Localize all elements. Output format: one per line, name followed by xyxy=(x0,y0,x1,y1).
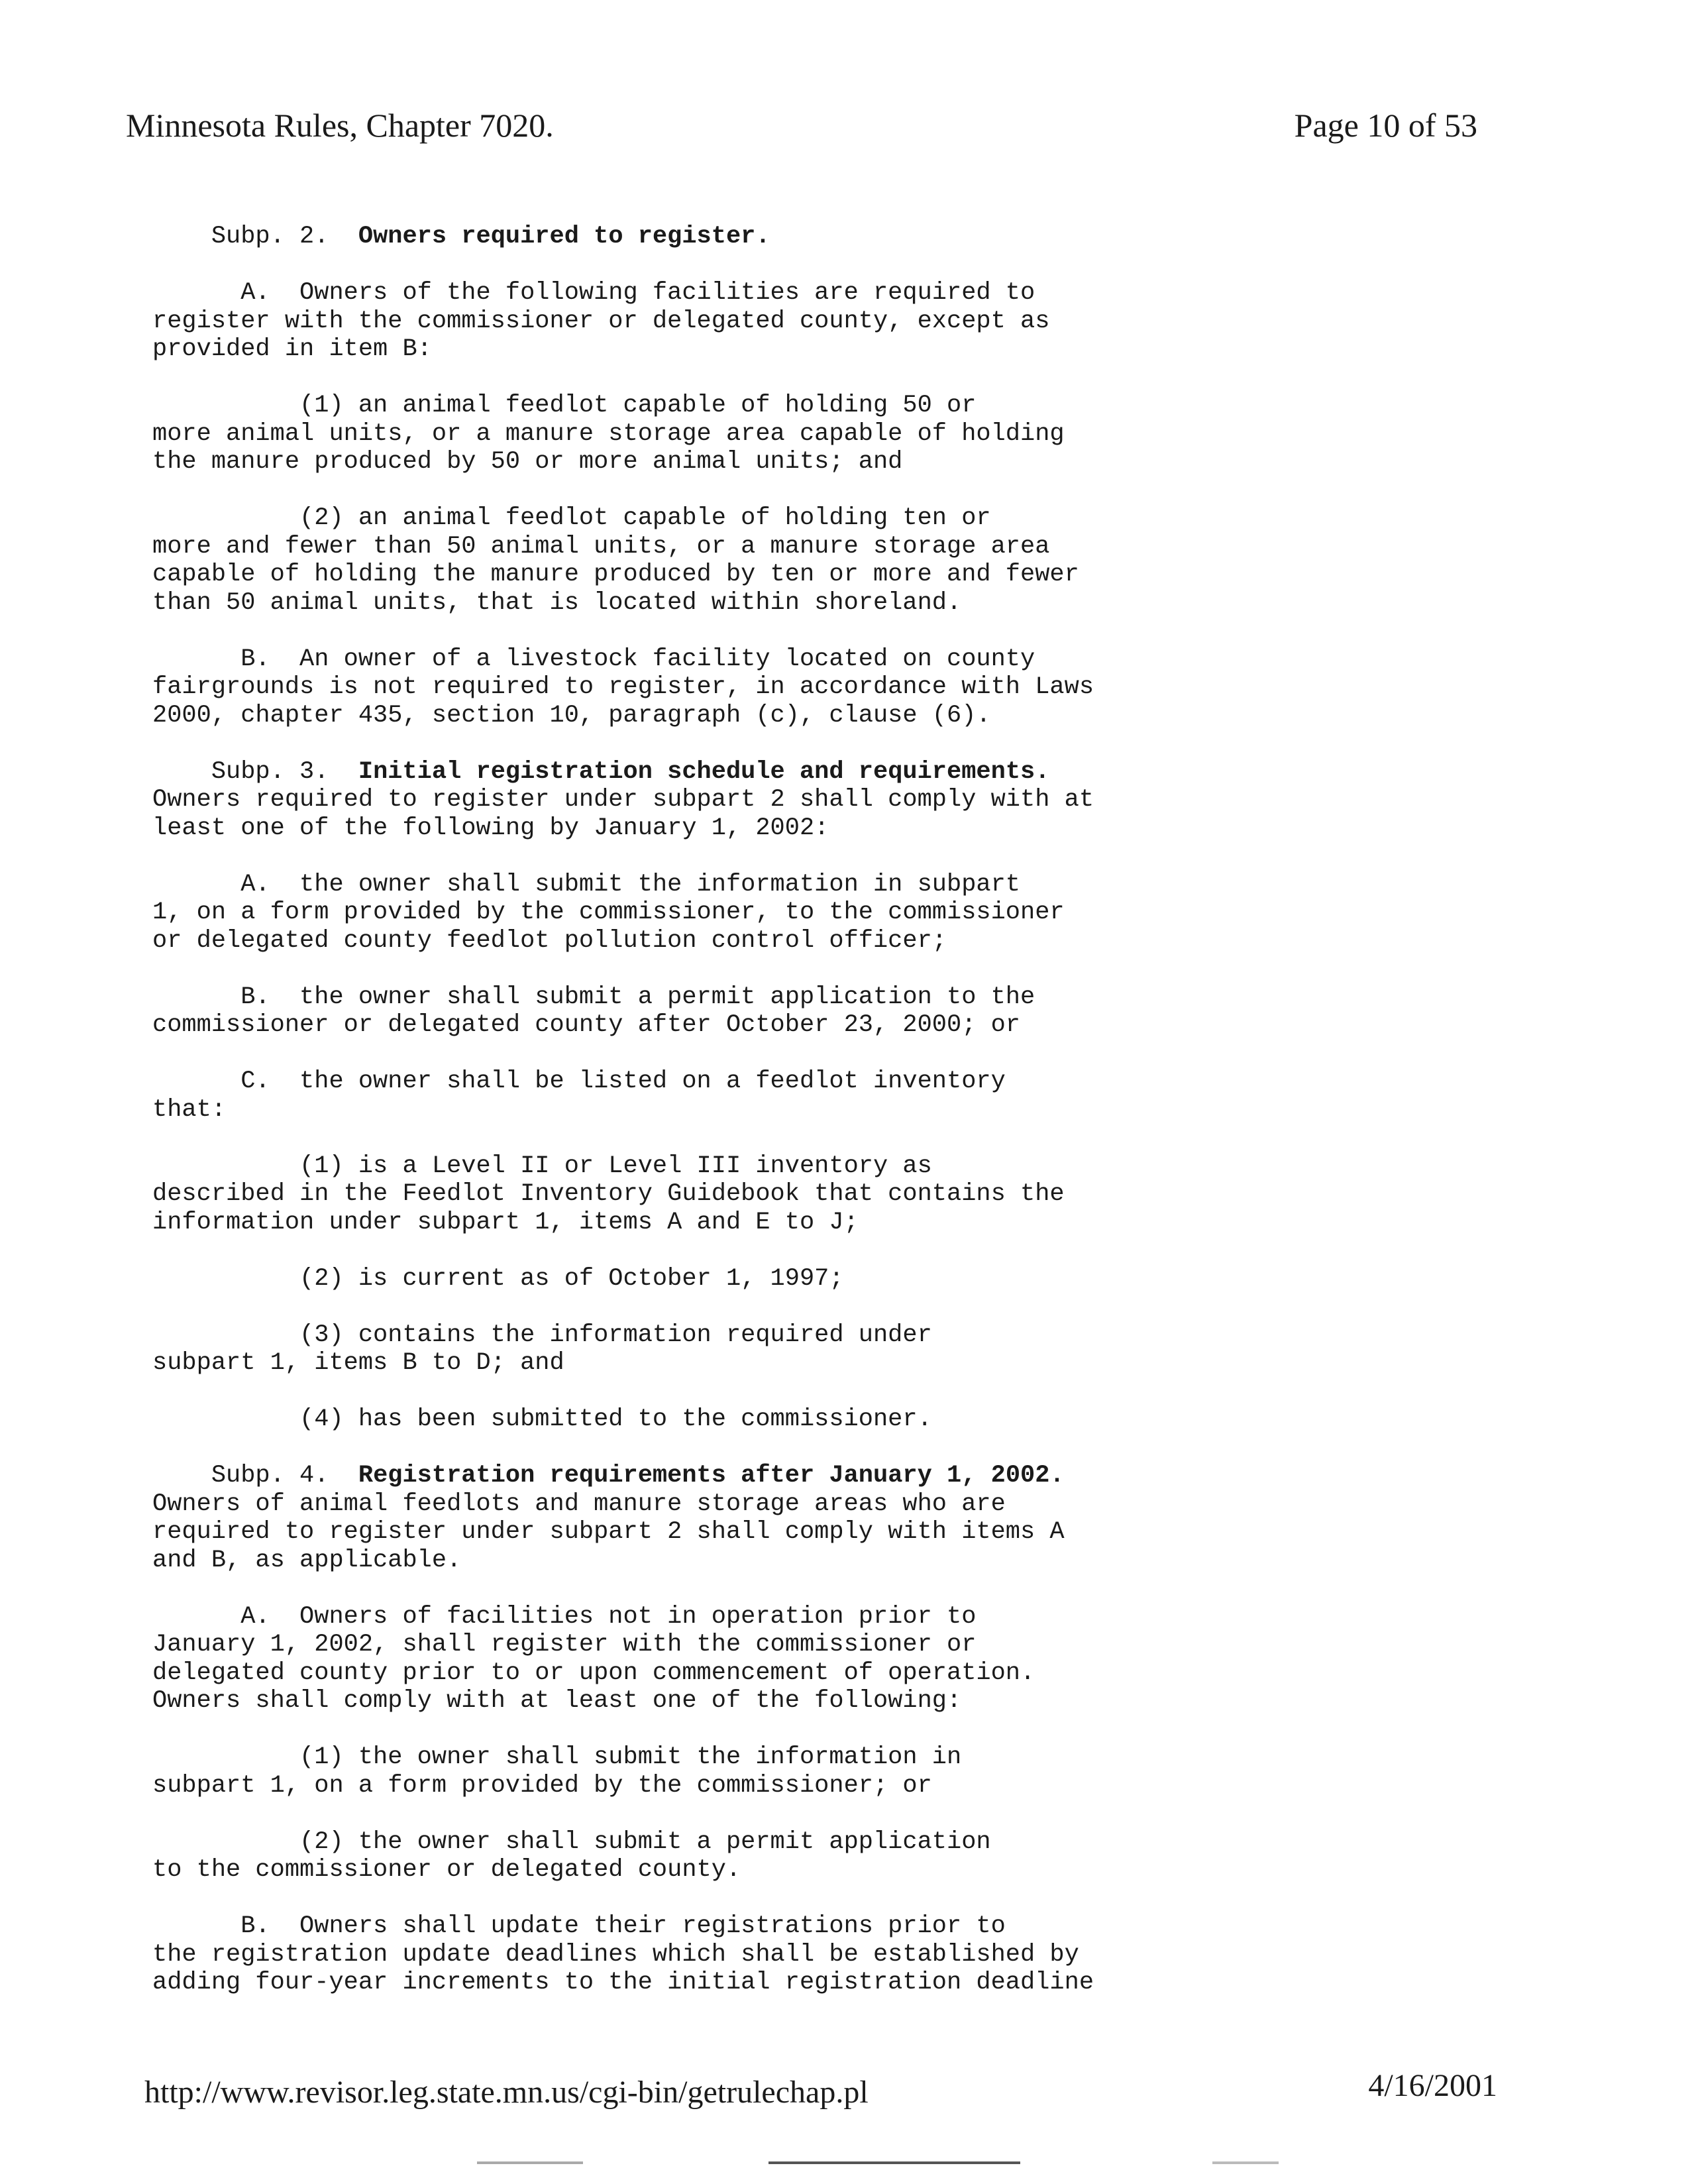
text-line: 1, on a form provided by the commissioner, to the commissioner xyxy=(152,899,1065,926)
text-line: capable of holding the manure produced by ten or more and fewer xyxy=(152,561,1079,588)
text-line: (1) is a Level II or Level III inventory as xyxy=(152,1152,932,1180)
page-number: Page 10 of 53 xyxy=(1294,107,1477,144)
paragraph xyxy=(152,504,1610,617)
subpart-number: Subp. 3. xyxy=(152,757,358,786)
text-line: described in the Feedlot Inventory Guidebook that contains the xyxy=(152,1180,1065,1208)
text-line: (1) an animal feedlot capable of holding 50 or xyxy=(152,392,977,419)
text-line: register with the commissioner or delegated county, except as xyxy=(152,307,1050,335)
text-line: (2) is current as of October 1, 1997; xyxy=(152,1264,844,1293)
text-line: to the commissioner or delegated county. xyxy=(152,1856,741,1884)
text-line: and B, as applicable. xyxy=(152,1546,462,1574)
text-line: B. An owner of a livestock facility located on county xyxy=(152,645,1035,673)
text-line: more animal units, or a manure storage area capable of holding xyxy=(152,419,1065,448)
text-line: (4) has been submitted to the commissioner. xyxy=(152,1405,932,1433)
text-line: information under subpart 1, items A and E to J; xyxy=(152,1208,859,1236)
footer-url: http://www.revisor.leg.state.mn.us/cgi-bin/getrulechap.pl xyxy=(144,2075,869,2110)
text-line: adding four-year increments to the initial registration deadline xyxy=(152,1969,1094,1996)
scan-artifact-line xyxy=(477,2161,583,2164)
text-line: (2) an animal feedlot capable of holding ten or xyxy=(152,504,991,532)
paragraph xyxy=(152,1743,1610,1800)
paragraph xyxy=(152,1603,1610,1716)
text-line: least one of the following by January 1, 2002: xyxy=(152,814,829,842)
text-line: A. Owners of the following facilities are required to xyxy=(152,279,1035,307)
paragraph xyxy=(152,1265,1610,1293)
text-line: delegated county prior to or upon commencement of operation. xyxy=(152,1659,1035,1687)
text-line: that: xyxy=(152,1095,227,1124)
paragraph xyxy=(152,1405,1610,1434)
paragraph xyxy=(152,1912,1610,1997)
subpart-number: Subp. 4. xyxy=(152,1462,358,1490)
paragraph xyxy=(152,223,1610,251)
text-line: 2000, chapter 435, section 10, paragraph (c), clause (6). xyxy=(152,701,991,730)
paragraph xyxy=(152,1828,1610,1884)
text-line: the manure produced by 50 or more animal units; and xyxy=(152,448,903,476)
text-line: Owners of animal feedlots and manure storage areas who are xyxy=(152,1490,1006,1518)
paragraph xyxy=(152,645,1610,730)
paragraph xyxy=(152,279,1610,364)
text-line: subpart 1, items B to D; and xyxy=(152,1349,564,1377)
paragraph xyxy=(152,758,1610,843)
text-line: Owners shall comply with at least one of the following: xyxy=(152,1687,962,1715)
subpart-heading: Initial registration schedule and requirements. xyxy=(358,757,1050,786)
subpart-heading: Registration requirements after January 1, 2002. xyxy=(358,1462,1065,1490)
text-line: (1) the owner shall submit the information in xyxy=(152,1743,962,1771)
text-line: subpart 1, on a form provided by the commissioner; or xyxy=(152,1771,932,1800)
text-line: commissioner or delegated county after October 23, 2000; or xyxy=(152,1011,1021,1039)
text-line: fairgrounds is not required to register, in accordance with Laws xyxy=(152,673,1094,701)
text-line: provided in item B: xyxy=(152,335,432,363)
paragraph xyxy=(152,392,1610,476)
paragraph xyxy=(152,983,1610,1040)
text-line: Owners required to register under subpart 2 shall comply with at xyxy=(152,786,1094,814)
subpart-number: Subp. 2. xyxy=(152,223,358,250)
text-line: A. Owners of facilities not in operation prior to xyxy=(152,1602,977,1631)
scan-artifact-line xyxy=(1212,2161,1279,2164)
subpart-heading: Owners required to register. xyxy=(358,223,770,250)
text-line: more and fewer than 50 animal units, or a manure storage area xyxy=(152,532,1050,561)
text-line: C. the owner shall be listed on a feedlot inventory xyxy=(152,1067,1006,1095)
paragraph xyxy=(152,1321,1610,1378)
text-line: January 1, 2002, shall register with the commissioner or xyxy=(152,1631,977,1659)
text-line: than 50 animal units, that is located within shoreland. xyxy=(152,588,962,617)
text-line: or delegated county feedlot pollution control officer; xyxy=(152,926,947,955)
text-line: required to register under subpart 2 shall comply with items A xyxy=(152,1518,1065,1546)
text-line: B. Owners shall update their registrations prior to xyxy=(152,1912,1006,1940)
text-line: A. the owner shall submit the information in subpart xyxy=(152,870,1021,899)
footer-date: 4/16/2001 xyxy=(1368,2068,1497,2103)
text-line: B. the owner shall submit a permit application to the xyxy=(152,983,1035,1011)
running-header-title: Minnesota Rules, Chapter 7020. xyxy=(126,107,554,144)
document-body xyxy=(152,223,1610,2025)
paragraph xyxy=(152,1067,1610,1124)
paragraph xyxy=(152,871,1610,956)
text-line: (3) contains the information required under xyxy=(152,1321,932,1349)
paragraph xyxy=(152,1462,1610,1574)
text-line: (2) the owner shall submit a permit application xyxy=(152,1828,991,1856)
scan-artifact-line xyxy=(768,2161,1020,2164)
text-line: the registration update deadlines which shall be established by xyxy=(152,1940,1079,1969)
paragraph xyxy=(152,1152,1610,1237)
